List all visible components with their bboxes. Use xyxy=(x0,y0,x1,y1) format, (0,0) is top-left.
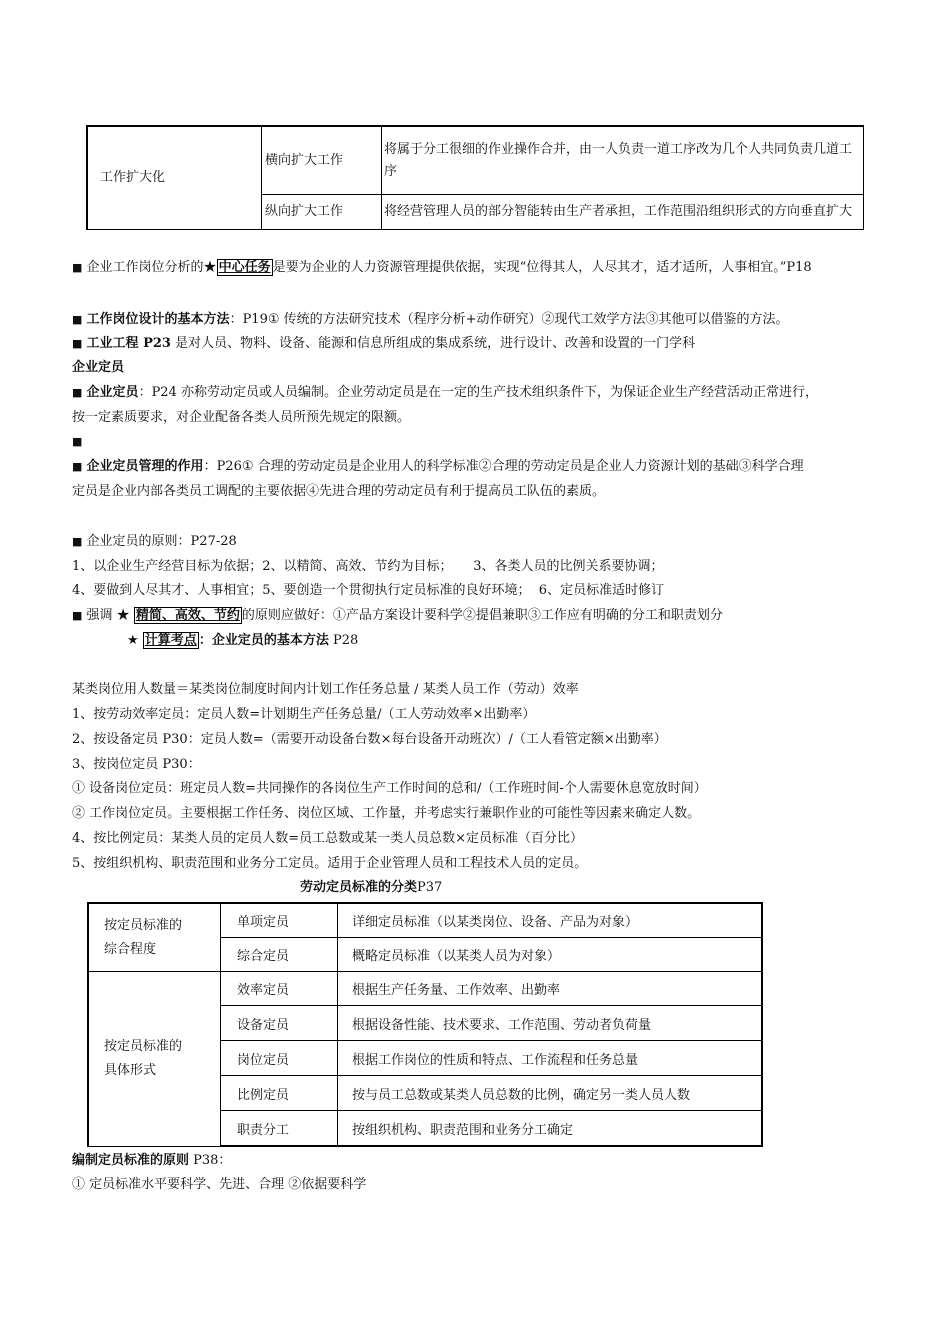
formula-equipment-position: ① 设备岗位定员：班定员人数=共同操作的各岗位生产工作时间的总和/（工作班时间-个人需要休息宽放时间） xyxy=(72,781,707,796)
paragraph-job-analysis: ■ 企业工作岗位分析的★ 中心任务 是要为企业的人力资源管理提供依据，实现“位得其人，人尽其才，适才适所，人事相宜。”P18 xyxy=(72,260,812,275)
paragraph-staffing-role-cont: 定员是企业内部各类员工调配的主要依据④先进合理的劳动定员有利于提高员工队伍的素质。 xyxy=(72,484,606,499)
principles-standard: ① 定员标准水平要科学、先进、合理 ②依据要科学 xyxy=(72,1177,367,1192)
table-label-cell: 效率定员 xyxy=(221,972,338,1006)
bullet-icon: ■ xyxy=(72,337,83,350)
formula-general: 某类岗位用人数量＝某类岗位制度时间内计划工作任务总量 / 某类人员工作（劳动）效率 xyxy=(72,682,579,697)
paragraph-industrial-engineering: ■ 工业工程 P23 是对人员、物料、设备、能源和信息所组成的集成系统，进行设计、改善和设置的一门学科 xyxy=(72,336,696,351)
table-desc-cell: 将属于分工很细的作业操作合并，由一人负责一道工序改为几个人共同负责几道工序 xyxy=(382,126,864,195)
section-heading: 企业定员 xyxy=(72,360,125,375)
table-label-cell: 比例定员 xyxy=(221,1076,338,1111)
paragraph-emphasis: ■ 强调 ★ 精简、高效、节约 的原则应做好：①产品方案设计要科学②提倡兼职③工作应有明确的分工和职责划分 xyxy=(72,608,723,623)
boxed-term: 计算考点 xyxy=(144,633,197,648)
paragraph-staffing-definition-cont: 按一定素质要求，对企业配备各类人员所预先规定的限额。 xyxy=(72,410,411,425)
bullet-icon: ■ xyxy=(72,535,83,548)
empty-bullet xyxy=(72,429,892,455)
paragraph-principles: ■ 企业定员的原则：P27-28 xyxy=(72,534,237,549)
table-group-cell: 按定员标准的 综合程度 xyxy=(88,903,221,972)
table-label-cell: 岗位定员 xyxy=(221,1041,338,1076)
paragraph-staffing-definition: ■ 企业定员：P24 亦称劳动定员或人员编制。企业劳动定员是在一定的生产技术组织条件下，为保证企业生产经营活动正常进行， xyxy=(72,385,818,400)
formula-efficiency: 1、按劳动效率定员：定员人数=计划期生产任务总量/（工人劳动效率×出勤率） xyxy=(72,707,536,722)
table-label-cell: 单项定员 xyxy=(221,903,338,938)
table-desc-cell: 根据设备性能、技术要求、工作范围、劳动者负荷量 xyxy=(338,1006,763,1041)
formula-equipment: 2、按设备定员 P30：定员人数=（需要开动设备台数×每台设备开动班次）/（工人看管定额×出勤率） xyxy=(72,732,667,747)
formula-ratio: 4、按比例定员：某类人员的定员人数=员工总数或某一类人员总数×定员标准（百分比） xyxy=(72,831,584,846)
table-label-cell: 设备定员 xyxy=(221,1006,338,1041)
formula-position: 3、按岗位定员 P30： xyxy=(72,757,201,772)
formula-organization: 5、按组织机构、职责范围和业务分工定员。适用于企业管理人员和工程技术人员的定员。 xyxy=(72,856,588,871)
bullet-icon: ■ xyxy=(72,609,83,622)
boxed-term: 精简、高效、节约 xyxy=(135,608,240,623)
principles-line-2: 4、要做到人尽其才、人事相宜；5、要创造一个贯彻执行定员标准的良好环境； 6、定员标准适时修订 xyxy=(72,583,665,598)
calc-key-point: ★ 计算考点 ：企业定员的基本方法 P28 xyxy=(127,633,359,648)
bullet-icon: ■ xyxy=(72,460,83,473)
table-group-cell: 工作扩大化 xyxy=(87,126,262,230)
table-desc-cell: 将经营管理人员的部分智能转由生产者承担，工作范围沿组织形式的方向垂直扩大 xyxy=(382,195,864,230)
table-desc-cell: 概略定员标准（以某类人员为对象） xyxy=(338,938,763,972)
table-desc-cell: 根据工作岗位的性质和特点、工作流程和任务总量 xyxy=(338,1041,763,1076)
table-desc-cell: 按与员工总数或某类人员总数的比例，确定另一类人员人数 xyxy=(338,1076,763,1111)
table-label-cell: 职责分工 xyxy=(221,1111,338,1147)
job-enlargement-table xyxy=(86,125,864,230)
bullet-icon: ■ xyxy=(72,435,83,448)
paragraph-design-methods: ■ 工作岗位设计的基本方法：P19① 传统的方法研究技术（程序分析+动作研究）②现代工效学方法③其他可以借鉴的方法。 xyxy=(72,312,789,327)
table-desc-cell: 详细定员标准（以某类岗位、设备、产品为对象） xyxy=(338,903,763,938)
table-desc-cell: 按组织机构、职责范围和业务分工确定 xyxy=(338,1111,763,1147)
bullet-icon: ■ xyxy=(72,386,83,399)
bullet-icon: ■ xyxy=(72,261,83,274)
table-desc-cell: 根据生产任务量、工作效率、出勤率 xyxy=(338,972,763,1006)
table-caption: 劳动定员标准的分类P37 xyxy=(300,880,443,895)
table-group-cell: 按定员标准的 具体形式 xyxy=(88,972,221,1147)
principles-line-1: 1、以企业生产经营目标为依据；2、以精简、高效、节约为目标； 3、各类人员的比例关系要协调； xyxy=(72,559,664,574)
table-label-cell: 纵向扩大工作 xyxy=(262,195,382,230)
boxed-term: 中心任务 xyxy=(218,260,271,275)
table-label-cell: 横向扩大工作 xyxy=(262,126,382,195)
paragraph-staffing-role: ■ 企业定员管理的作用：P26① 合理的劳动定员是企业用人的科学标准②合理的劳动定员是企业人力资源计划的基础③科学合理 xyxy=(72,459,804,474)
formula-work-position: ② 工作岗位定员。主要根据工作任务、岗位区域、工作量，并考虑实行兼职作业的可能性等因素来确定人数。 xyxy=(72,806,701,821)
section-heading-principles: 编制定员标准的原则 P38： xyxy=(72,1153,232,1168)
bullet-icon: ■ xyxy=(72,313,83,326)
table-label-cell: 综合定员 xyxy=(221,938,338,972)
staffing-standard-table xyxy=(87,902,763,1147)
